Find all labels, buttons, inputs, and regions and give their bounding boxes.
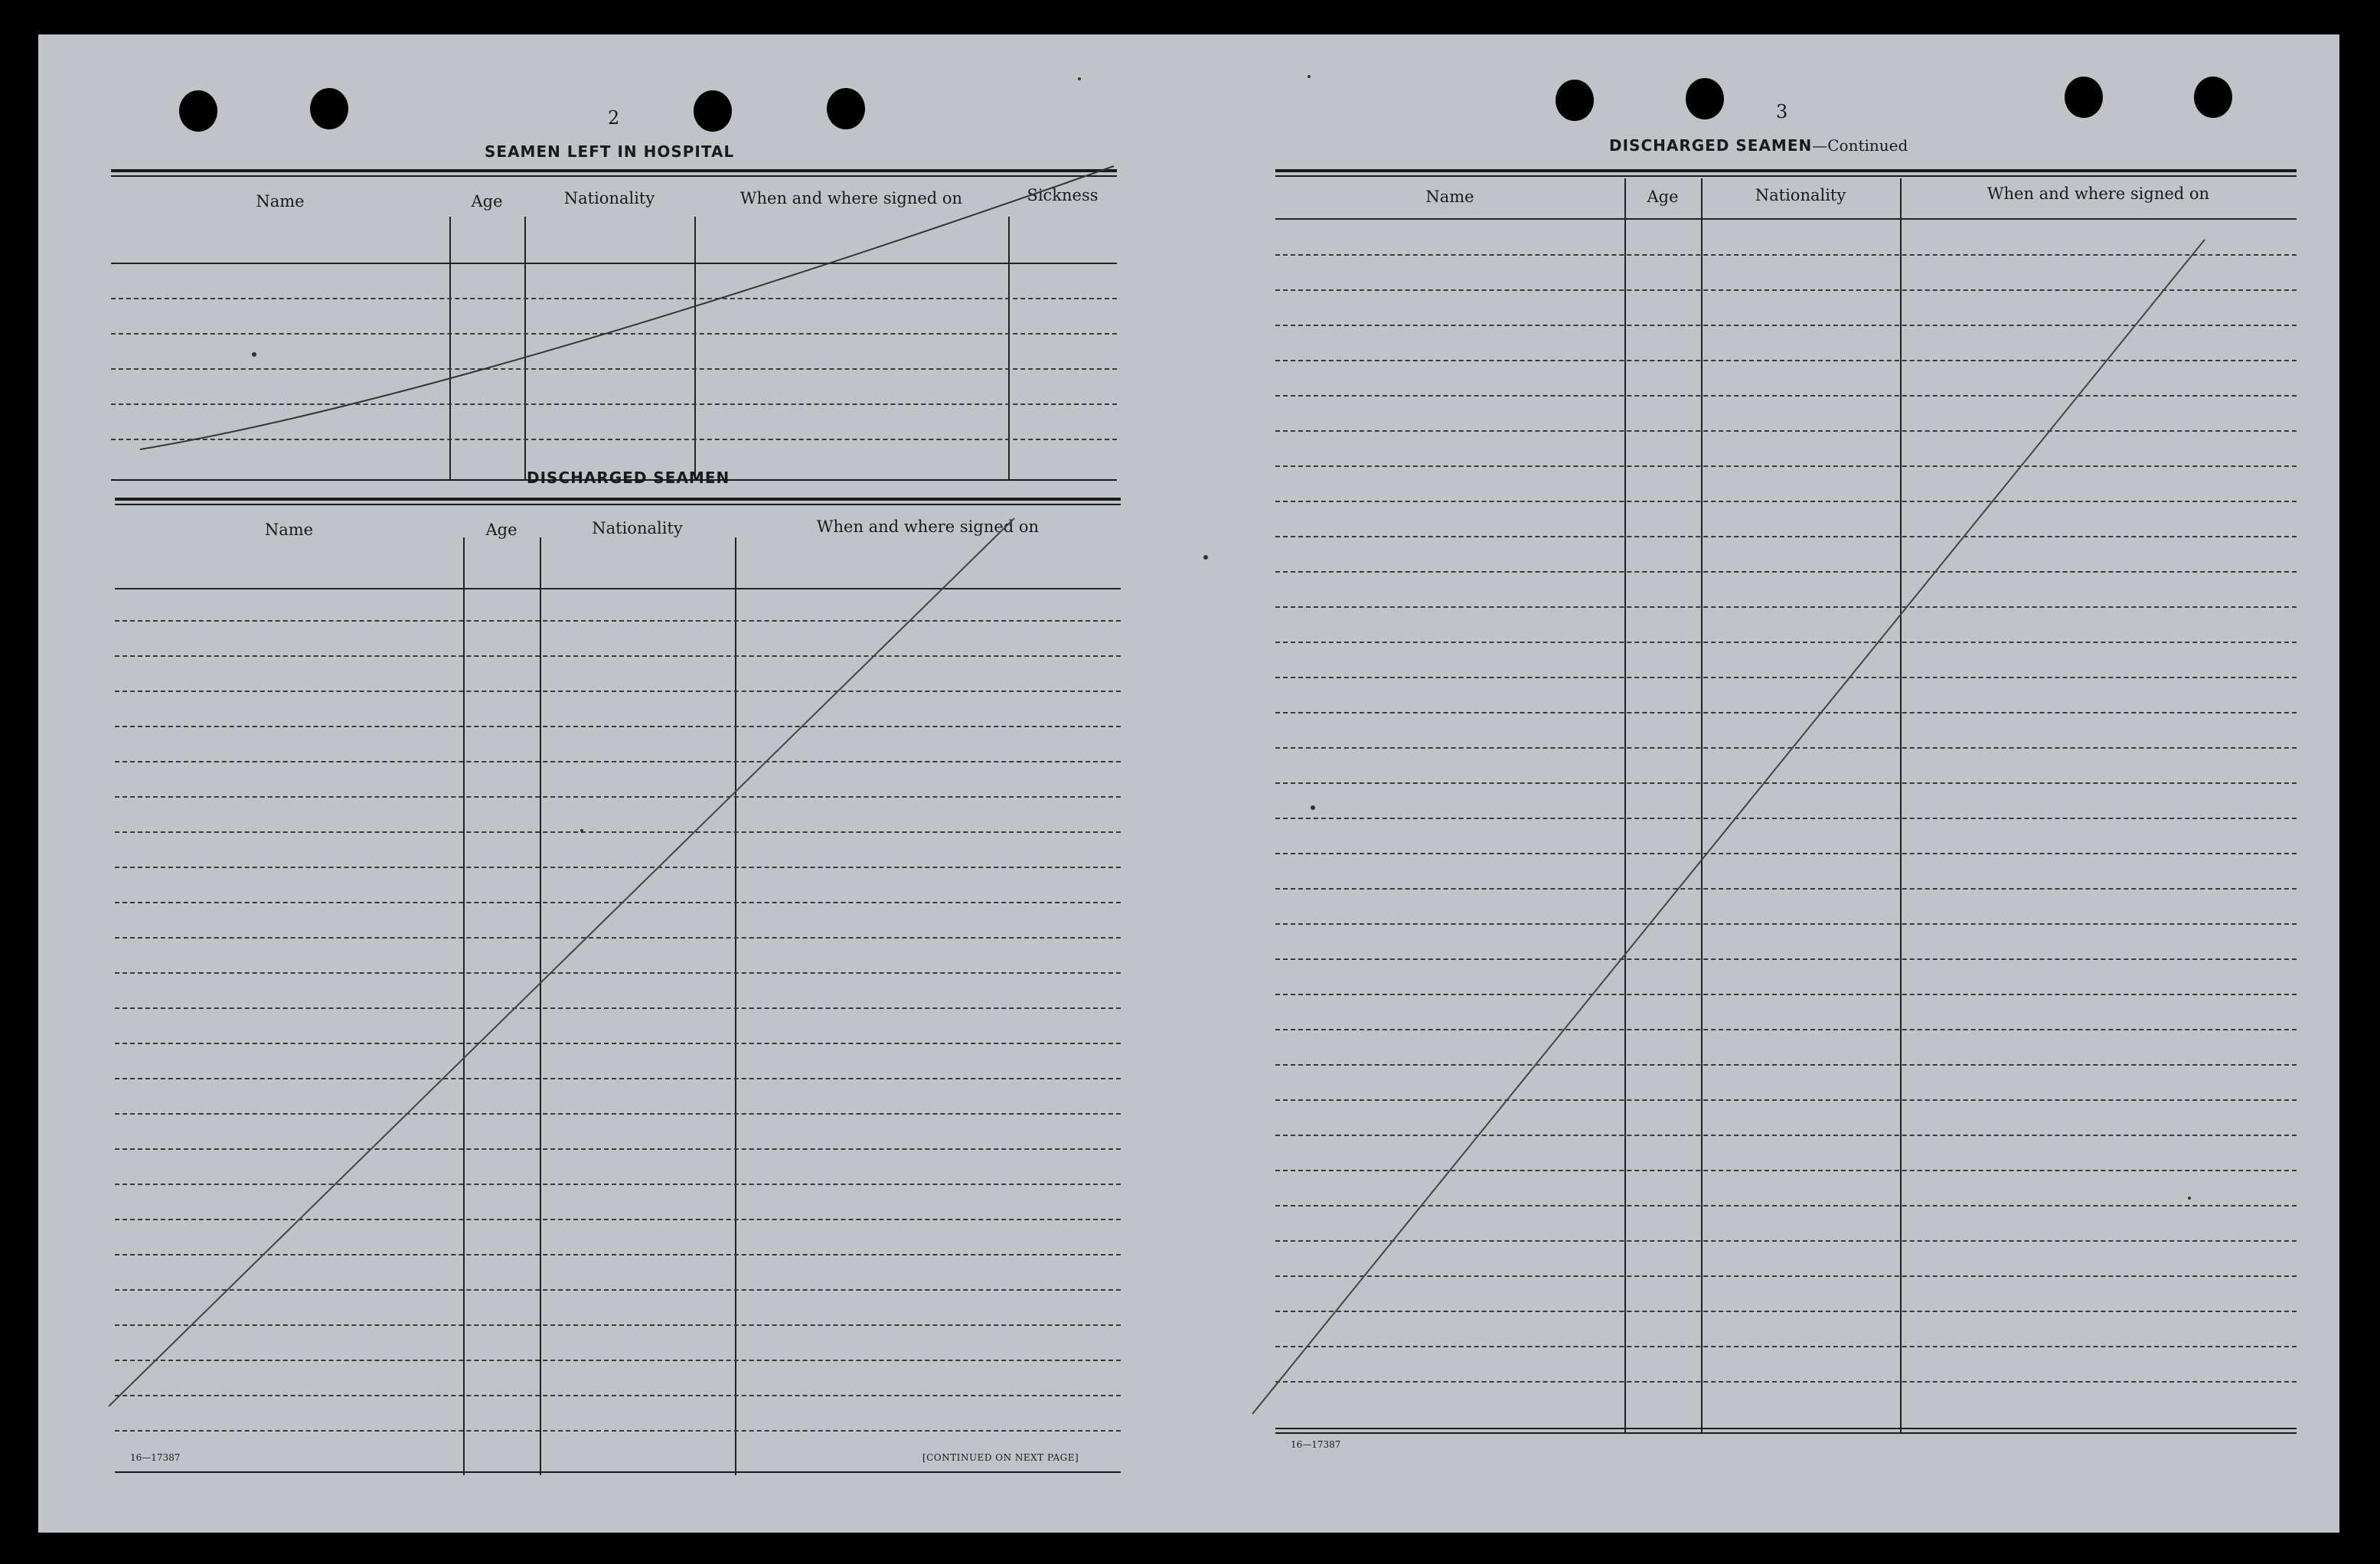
speck — [1311, 805, 1315, 810]
continued-note: [CONTINUED ON NEXT PAGE] — [922, 1452, 1079, 1463]
column-header: Name — [264, 521, 314, 539]
column-header: Nationality — [592, 519, 683, 537]
discharged-section-title: DISCHARGED SEAMEN — [527, 469, 730, 487]
speck — [2188, 1197, 2191, 1200]
hospital-section-title: SEAMEN LEFT IN HOSPITAL — [485, 142, 735, 161]
page-number-right: 3 — [1776, 101, 1788, 122]
column-header: Age — [471, 192, 503, 211]
column-header: When and where signed on — [1987, 184, 2210, 203]
column-header: Nationality — [563, 189, 655, 207]
column-header: Sickness — [1027, 186, 1099, 204]
cancel-stroke — [1252, 240, 2205, 1414]
column-header: Nationality — [1755, 186, 1846, 204]
form-number-right: 16—17387 — [1291, 1439, 1341, 1450]
speck — [1308, 75, 1311, 78]
page-number-left: 2 — [608, 107, 620, 129]
paper-sheet — [38, 34, 2339, 1533]
column-header: Name — [1425, 188, 1474, 206]
column-header: Age — [1647, 188, 1679, 206]
speck — [1203, 555, 1208, 560]
cancel-stroke — [109, 518, 1014, 1406]
cancel-strokes — [38, 34, 2339, 1533]
column-header: When and where signed on — [739, 189, 963, 207]
cancel-stroke — [140, 166, 1114, 449]
column-header: When and where signed on — [816, 518, 1040, 536]
speck — [1078, 77, 1081, 80]
speck — [580, 829, 583, 832]
speck — [252, 352, 256, 357]
form-number-left: 16—17387 — [130, 1452, 181, 1463]
column-header: Name — [256, 192, 305, 211]
section-title-text: DISCHARGED SEAMEN — [1609, 136, 1813, 155]
section-title-suffix: —Continued — [1812, 136, 1908, 155]
column-header: Age — [485, 521, 517, 539]
